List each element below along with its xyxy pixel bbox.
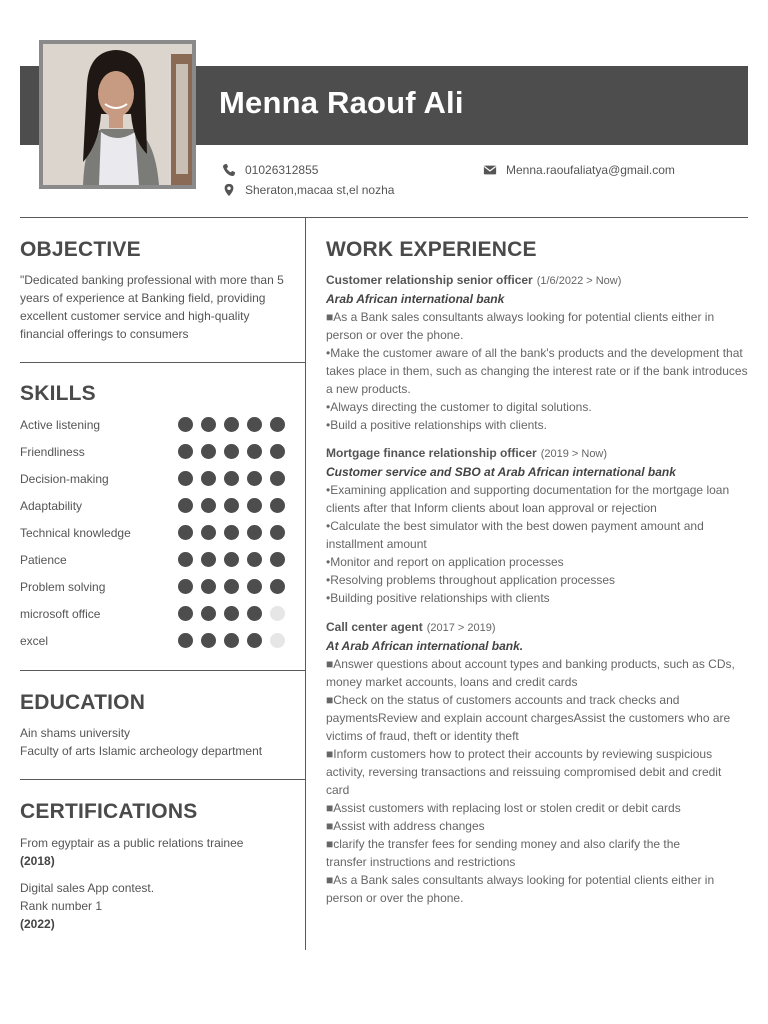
rating-dot-filled bbox=[270, 552, 285, 567]
job-duty-line: •Build a positive relationships with clients. bbox=[326, 418, 547, 432]
job-company: Arab African international bank bbox=[326, 292, 505, 306]
rating-dot-filled bbox=[224, 471, 239, 486]
job-date: (2019 > Now) bbox=[540, 448, 608, 460]
skill-label: Friendliness bbox=[20, 445, 85, 459]
rating-dot-filled bbox=[224, 606, 239, 621]
rating-dot-filled bbox=[270, 579, 285, 594]
job-title-line bbox=[326, 618, 750, 637]
job-duty-line: ■Assist with address changes bbox=[326, 819, 485, 833]
skill-row bbox=[20, 443, 286, 461]
email-address: Menna.raoufaliatya@gmail.com bbox=[506, 163, 675, 177]
objective-line: years of experience at Banking field, providing bbox=[20, 291, 266, 305]
skill-label: Active listening bbox=[20, 418, 101, 432]
skill-label: Decision-making bbox=[20, 472, 109, 486]
rating-dot-filled bbox=[201, 633, 216, 648]
rating-dot-filled bbox=[247, 417, 262, 432]
job-duty-line: victims of fraud, theft or identity theft bbox=[326, 729, 519, 743]
job-title: Call center agent bbox=[326, 620, 423, 634]
job-duty-line: activity, reversing transactions and reissuing compromised debit and credit bbox=[326, 765, 722, 779]
education-text bbox=[20, 724, 300, 760]
phone-number: 01026312855 bbox=[245, 163, 319, 177]
job-title: Mortgage finance relationship officer bbox=[326, 446, 537, 460]
job-duty-line: person or over the phone. bbox=[326, 328, 464, 342]
job-company: At Arab African international bank. bbox=[326, 639, 524, 653]
rating-dot-filled bbox=[201, 579, 216, 594]
skill-row bbox=[20, 470, 286, 488]
skill-label: Adaptability bbox=[20, 499, 83, 513]
job-duty-line: •Examining application and supporting documentation for the mortgage loan bbox=[326, 483, 730, 497]
certifications-heading: CERTIFICATIONS bbox=[20, 800, 198, 823]
rating-dot-filled bbox=[270, 471, 285, 486]
rating-dot-filled bbox=[178, 525, 193, 540]
rating-dot-filled bbox=[270, 525, 285, 540]
rating-dot-filled bbox=[201, 471, 216, 486]
rating-dot-filled bbox=[224, 498, 239, 513]
rating-dot-filled bbox=[201, 498, 216, 513]
skill-label: Problem solving bbox=[20, 580, 106, 594]
job-duty-line: •Building positive relationships with clients bbox=[326, 591, 550, 605]
candidate-name: Menna Raouf Ali bbox=[219, 85, 464, 120]
rating-dot-filled bbox=[224, 633, 239, 648]
job-duty-line: •Always directing the customer to digital solutions. bbox=[326, 400, 592, 414]
skills-divider bbox=[20, 670, 305, 671]
email-contact bbox=[483, 162, 675, 178]
rating-dot-filled bbox=[247, 606, 262, 621]
profile-photo bbox=[39, 40, 196, 189]
rating-dot-filled bbox=[201, 606, 216, 621]
rating-dot-filled bbox=[270, 498, 285, 513]
skill-row bbox=[20, 632, 286, 650]
rating-dot-filled bbox=[178, 552, 193, 567]
objective-line: excellent customer service and high-quality bbox=[20, 309, 250, 323]
header-divider bbox=[20, 217, 748, 218]
objective-text bbox=[20, 271, 296, 343]
rating-dot-filled bbox=[270, 444, 285, 459]
rating-dot-filled bbox=[247, 471, 262, 486]
rating-dot-filled bbox=[201, 552, 216, 567]
rating-dot-filled bbox=[247, 633, 262, 648]
address-text: Sheraton,macaa st,el nozha bbox=[245, 183, 395, 197]
rating-dot-filled bbox=[224, 417, 239, 432]
job-date: (2017 > 2019) bbox=[426, 622, 496, 634]
objective-line: "Dedicated banking professional with more than 5 bbox=[20, 273, 284, 287]
education-heading: EDUCATION bbox=[20, 691, 146, 714]
job-duty-line: a new products. bbox=[326, 382, 411, 396]
job-date: (1/6/2022 > Now) bbox=[536, 275, 622, 287]
job-duty-line: card bbox=[326, 783, 350, 797]
rating-dot-empty bbox=[270, 633, 285, 648]
job-company: Customer service and SBO at Arab African international bank bbox=[326, 465, 676, 479]
job-duty-line: installment amount bbox=[326, 537, 427, 551]
rating-dot-filled bbox=[178, 606, 193, 621]
rating-dot-filled bbox=[201, 444, 216, 459]
skill-row bbox=[20, 497, 286, 515]
rating-dot-filled bbox=[247, 498, 262, 513]
certification-item bbox=[20, 879, 300, 933]
column-divider bbox=[305, 217, 306, 950]
skill-label: Technical knowledge bbox=[20, 526, 131, 540]
rating-dot-empty bbox=[270, 606, 285, 621]
rating-dot-filled bbox=[247, 444, 262, 459]
job-duty-line: ■Inform customers how to protect their accounts by reviewing suspicious bbox=[326, 747, 713, 761]
skill-row bbox=[20, 605, 286, 623]
skill-row bbox=[20, 551, 286, 569]
skill-label: excel bbox=[20, 634, 49, 648]
phone-contact bbox=[222, 162, 318, 178]
rating-dot-filled bbox=[178, 498, 193, 513]
job-entry bbox=[326, 444, 750, 607]
job-title-line bbox=[326, 271, 750, 290]
job-duty-line: transfer instructions and restrictions bbox=[326, 855, 516, 869]
job-duty-line: money market accounts, loans and credit cards bbox=[326, 675, 578, 689]
certification-year: (2018) bbox=[20, 854, 55, 868]
certification-item bbox=[20, 834, 300, 870]
job-duty-line: •Monitor and report on application processes bbox=[326, 555, 564, 569]
job-entry bbox=[326, 618, 750, 907]
rating-dot-filled bbox=[178, 579, 193, 594]
phone-icon bbox=[222, 163, 236, 177]
rating-dot-filled bbox=[201, 417, 216, 432]
address-contact bbox=[222, 182, 394, 198]
location-pin-icon bbox=[222, 183, 236, 197]
certification-line: From egyptair as a public relations trainee bbox=[20, 836, 244, 850]
job-duty-line: ■Assist customers with replacing lost or stolen credit or debit cards bbox=[326, 801, 681, 815]
rating-dot-filled bbox=[178, 417, 193, 432]
job-title: Customer relationship senior officer bbox=[326, 273, 533, 287]
job-duty-line: ■As a Bank sales consultants always looking for potential clients either in bbox=[326, 310, 715, 324]
rating-dot-filled bbox=[247, 525, 262, 540]
job-title-line bbox=[326, 444, 750, 463]
job-entry bbox=[326, 271, 750, 434]
skill-label: microsoft office bbox=[20, 607, 101, 621]
certification-line: Rank number 1 bbox=[20, 899, 103, 913]
job-duty-line: paymentsReview and explain account chargesAssist the customers who are bbox=[326, 711, 731, 725]
education-line: Faculty of arts Islamic archeology department bbox=[20, 744, 263, 758]
rating-dot-filled bbox=[178, 471, 193, 486]
objective-divider bbox=[20, 362, 305, 363]
skill-label: Patience bbox=[20, 553, 67, 567]
job-duty-line: ■clarify the transfer fees for sending money and also clarify the the bbox=[326, 837, 681, 851]
job-duty-line: ■Answer questions about account types and banking products, such as CDs, bbox=[326, 657, 735, 671]
certification-year: (2022) bbox=[20, 917, 55, 931]
rating-dot-filled bbox=[178, 444, 193, 459]
envelope-icon bbox=[483, 163, 497, 177]
objective-heading: OBJECTIVE bbox=[20, 238, 141, 261]
rating-dot-filled bbox=[201, 525, 216, 540]
rating-dot-filled bbox=[224, 525, 239, 540]
objective-line: financial offerings to consumers bbox=[20, 327, 189, 341]
rating-dot-filled bbox=[247, 552, 262, 567]
job-duty-line: clients after that Inform clients about loan approval or rejection bbox=[326, 501, 657, 515]
education-line: Ain shams university bbox=[20, 726, 131, 740]
job-duty-line: ■Check on the status of customers accounts and track checks and bbox=[326, 693, 680, 707]
rating-dot-filled bbox=[270, 417, 285, 432]
work-experience-heading: WORK EXPERIENCE bbox=[326, 238, 537, 261]
rating-dot-filled bbox=[247, 579, 262, 594]
job-duty-line: person or over the phone. bbox=[326, 891, 464, 905]
skills-heading: SKILLS bbox=[20, 382, 96, 405]
job-duty-line: •Calculate the best simulator with the best dowen payment amount and bbox=[326, 519, 704, 533]
rating-dot-filled bbox=[224, 552, 239, 567]
job-duty-line: ■As a Bank sales consultants always looking for potential clients either in bbox=[326, 873, 715, 887]
job-duty-line: •Resolving problems throughout application processes bbox=[326, 573, 616, 587]
job-duty-line: •Make the customer aware of all the bank's products and the development that bbox=[326, 346, 743, 360]
skill-row bbox=[20, 524, 286, 542]
education-divider bbox=[20, 779, 305, 780]
certification-line: Digital sales App contest. bbox=[20, 881, 155, 895]
rating-dot-filled bbox=[224, 579, 239, 594]
job-duty-line: takes place in them, such as changing the interest rate or if the bank introduces bbox=[326, 364, 748, 378]
rating-dot-filled bbox=[224, 444, 239, 459]
skill-row bbox=[20, 578, 286, 596]
skill-row bbox=[20, 416, 286, 434]
rating-dot-filled bbox=[178, 633, 193, 648]
